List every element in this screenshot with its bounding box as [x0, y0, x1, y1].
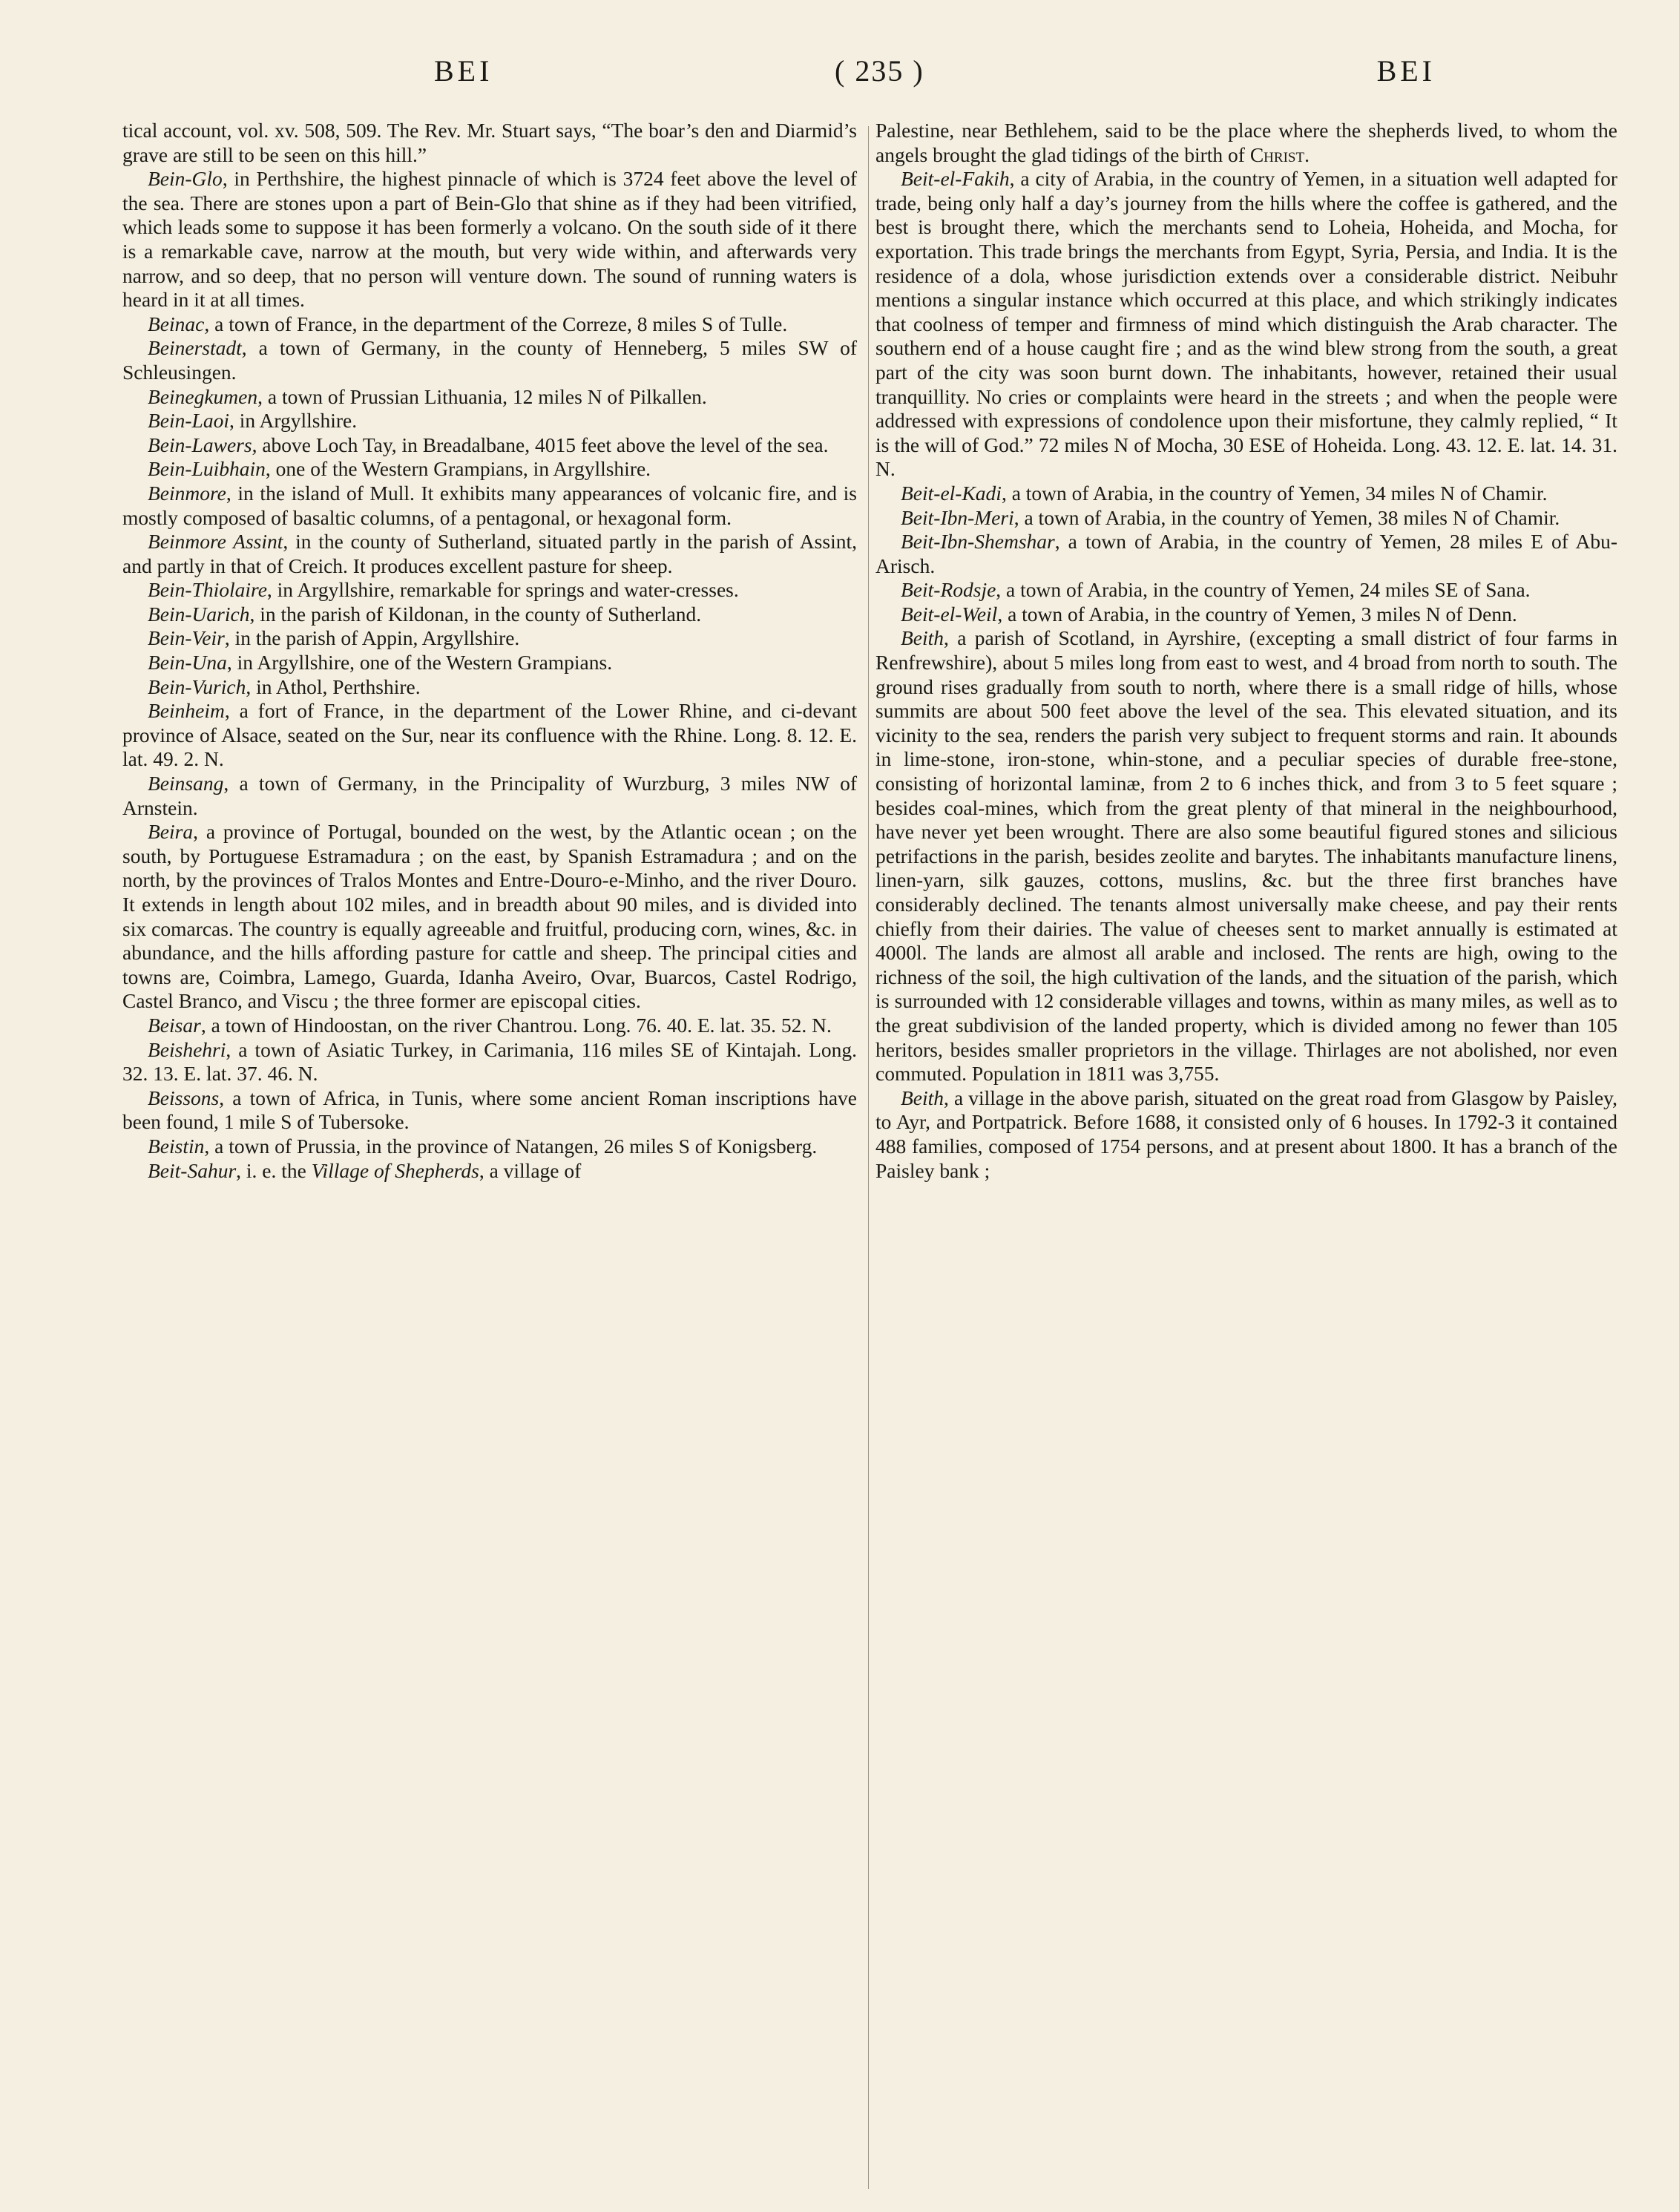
headword: Beinmore — [148, 481, 226, 505]
entry: Beinheim, a fort of France, in the department of the Lower Rhine, and ci-devant province of Alsace, seated on the Sur, near its confluence with the Rhine. Long. 8. 12. E. lat. 49. 2. N. — [122, 699, 857, 771]
entry: Beisar, a town of Hindoostan, on the river Chantrou. Long. 76. 40. E. lat. 35. 52. N. — [148, 1013, 832, 1037]
entry: Beith, a village in the above parish, situated on the great road from Glasgow by Paisley, to Ayr, and Portpatrick. Before 1688, it consisted only of 6 houses. In 1792-3 it contained 488 families, composed of 1754 persons, and at present about 1800. It has a branch of the Paisley bank ; — [875, 1086, 1617, 1182]
headword: Bein-Veir — [148, 626, 225, 650]
entry: Beinerstadt, a town of Germany, in the county of Henneberg, 5 miles SW of Schleusingen. — [122, 336, 857, 384]
headword: Bein-Laoi — [148, 409, 229, 433]
headword: Beinac — [148, 312, 205, 335]
entry: Beith, a parish of Scotland, in Ayrshire, (excepting a small district of four farms in Renfrewshire), about 5 miles long from east to west, and 4 broad from north to south. The ground rises gradually from south to north, where there is a small ridge of hills, whose summits are about 500 feet above the level of the sea. This elevated situation, and its vicinity to the sea, renders the parish very subject to frequent storms and rain. It abounds in lime-stone, iron-stone, whin-stone, and a peculiar species of durable free-stone, consisting of horizontal laminæ, from 2 to 6 inches thick, and from 3 to 5 feet square ; besides coal-mines, which from the great plenty of that mineral in the neighbourhood, have never yet been wrought. There are also some beautiful figured stones and silicious petrifactions in the parish, besides zeolite and barytes. The inhabitants manufacture linens, linen-yarn, silk gauzes, cottons, muslins, &c. but the three first branches have considerably declined. The tenants almost universally make cheese, and pay their rents chiefly from their dairies. The value of cheeses sent to market annually is estimated at 4000l. The lands are almost all arable and inclosed. The rents are high, owing to the richness of the soil, the high cultivation of the lands, and the situation of the parish, which is surrounded with 12 considerable villages and towns, within as many miles, as well as to the great subdivision of the landed property, which is divided among no fewer than 105 heritors, besides smaller proprietors in the village. Thirlages are not abolished, nor even commuted. Population in 1811 was 3,755. — [875, 626, 1617, 1086]
entry: Beit-Ibn-Meri, a town of Arabia, in the country of Yemen, 38 miles N of Chamir. — [901, 505, 1560, 529]
headword: Beinsang — [148, 772, 224, 795]
headword: Beit-el-Fakih — [901, 167, 1010, 191]
headword: Beit-el-Kadi — [901, 481, 1002, 505]
headword: Beit-Ibn-Meri — [901, 505, 1014, 529]
entry: Beit-Ibn-Shemshar, a town of Arabia, in the country of Yemen, 28 miles E of Abu-Arisch. — [875, 530, 1617, 577]
headword: Beinerstadt — [148, 336, 242, 360]
entry: Palestine, near Bethlehem, said to be the place where the shepherds lived, to whom the angels brought the glad tidings of the birth of Christ. — [875, 119, 1617, 166]
entry: Beistin, a town of Prussia, in the province of Natangen, 26 miles S of Konigsberg. — [148, 1134, 818, 1158]
headword: Beistin — [148, 1134, 205, 1158]
entry: Bein-Laoi, in Argyllshire. — [148, 409, 358, 433]
right-column — [875, 119, 1617, 1183]
entry: Beissons, a town of Africa, in Tunis, where some ancient Roman inscriptions have been found, 1 mile S of Tubersoke. — [122, 1086, 857, 1134]
entry: Beinsang, a town of Germany, in the Principality of Wurzburg, 3 miles NW of Arnstein. — [122, 772, 857, 819]
headword: Beira — [148, 820, 194, 844]
entry: Beit-Sahur, i. e. the Village of Shepherds, a village of — [148, 1158, 582, 1182]
entry: Beit-el-Kadi, a town of Arabia, in the country of Yemen, 34 miles N of Chamir. — [901, 481, 1548, 505]
entry: Beinmore, in the island of Mull. It exhibits many appearances of volcanic fire, and is mostly composed of basaltic columns, of a pentagonal, or hexagonal form. — [122, 481, 857, 529]
entry: Bein-Vurich, in Athol, Perthshire. — [148, 675, 421, 698]
entry: Bein-Thiolaire, in Argyllshire, remarkable for springs and water-cresses. — [148, 578, 739, 602]
entry: Beishehri, a town of Asiatic Turkey, in Carimania, 116 miles SE of Kintajah. Long. 32. 13. E. lat. 37. 46. N. — [122, 1037, 857, 1086]
headword: Beinegkumen — [148, 384, 258, 408]
headword: Bein-Vurich — [148, 675, 246, 698]
entry: Beira, a province of Portugal, bounded on the west, by the Atlantic ocean ; on the south, by Portuguese Estramadura ; on the east, by Spanish Estramadura ; and on the north, by the provinces of Tralos Montes and Entre-Douro-e-Minho, and the river Douro. It extends in length about 102 miles, and in breadth about 90 miles, and is divided into six comarcas. The country is equally agreeable and fruitful, producing corn, wines, &c. in abundance, and the hills affording pasture for cattle and sheep. The principal cities and towns are, Coimbra, Lamego, Guarda, Idanha Aveiro, Ovar, Buarcos, Castel Rodrigo, Castel Branco, and Viscu ; the three former are episcopal cities. — [122, 820, 857, 1013]
entry: tical account, vol. xv. 508, 509. The Rev. Mr. Stuart says, “The boar’s den and Diarmid’s grave are still to be seen on this hill.” — [122, 119, 857, 166]
headword: Bein-Thiolaire — [148, 578, 267, 602]
headword: Beit-el-Weil — [901, 602, 998, 626]
entry: Beinegkumen, a town of Prussian Lithuania, 12 miles N of Pilkallen. — [148, 384, 707, 408]
entry: Bein-Una, in Argyllshire, one of the Western Grampians. — [148, 651, 613, 675]
left-column — [122, 119, 857, 1183]
headword: Beishehri — [148, 1037, 226, 1061]
headword: Beit-Rodsje — [901, 578, 996, 602]
headword: Bein-Uarich — [148, 602, 250, 626]
page-number: ( 235 ) — [835, 54, 924, 88]
entry: Bein-Luibhain, one of the Western Grampians, in Argyllshire. — [148, 457, 651, 481]
page-header — [122, 46, 1614, 105]
entry: Beit-el-Fakih, a city of Arabia, in the country of Yemen, in a situation well adapted for trade, being only half a day’s journey from the hills where the coffee is gathered, and the best is brought there, which the merchants send to Loheia, Hoheida, and Mocha, for exportation. This trade brings the merchants from Egypt, Syria, Persia, and India. It is the residence of a dola, whose jurisdiction extends over a considerable district. Neibuhr mentions a singular instance which occurred at this place, and which strikingly indicates that coolness of temper and firmness of mind which distinguish the Arab character. The southern end of a house caught fire ; and as the wind blew strong from the south, a great part of the city was soon burnt down. The inhabitants, however, retained their usual tranquillity. No cries or complaints were heard in the streets ; and when the people were addressed with expressions of condolence upon their misfortune, they calmly replied, “ It is the will of God.” 72 miles N of Mocha, 30 ESE of Hoheida. Long. 43. 12. E. lat. 14. 31. N. — [875, 167, 1617, 481]
headword: Beinheim — [148, 699, 225, 723]
headword: Beith — [901, 626, 944, 650]
column-divider — [868, 126, 869, 2189]
headword: Beissons — [148, 1086, 220, 1109]
running-head-right: BEI — [1376, 54, 1436, 88]
running-head-left: BEI — [434, 54, 493, 88]
headword: Bein-Una — [148, 651, 227, 675]
headword: Bein-Lawers — [148, 433, 252, 456]
entry: Beinmore Assint, in the county of Sutherland, situated partly in the parish of Assint, and partly in that of Creich. It produces excellent pasture for sheep. — [122, 530, 857, 577]
headword: Bein-Luibhain — [148, 457, 266, 481]
entry: Beit-el-Weil, a town of Arabia, in the country of Yemen, 3 miles N of Denn. — [901, 602, 1517, 626]
headword: Beit-Ibn-Shemshar — [901, 530, 1055, 554]
entry: Bein-Lawers, above Loch Tay, in Breadalbane, 4015 feet above the level of the sea. — [148, 433, 829, 456]
entry: Beit-Rodsje, a town of Arabia, in the country of Yemen, 24 miles SE of Sana. — [901, 578, 1531, 602]
entry: Beinac, a town of France, in the department of the Correze, 8 miles S of Tulle. — [148, 312, 788, 335]
headword: Beit-Sahur — [148, 1158, 237, 1182]
headword: Bein-Glo — [148, 167, 223, 191]
entry: Bein-Uarich, in the parish of Kildonan, in the county of Sutherland. — [148, 602, 702, 626]
entry: Bein-Glo, in Perthshire, the highest pinnacle of which is 3724 feet above the level of the sea. There are stones upon a part of Bein-Glo that shine as if they had been vitrified, which leads some to suppose it has been formerly a volcano. On the south side of it there is a remarkable cave, narrow at the mouth, but very wide within, and afterwards very narrow, and so deep, that no person will venture down. The sound of running waters is heard in it at all times. — [122, 167, 857, 312]
entry: Bein-Veir, in the parish of Appin, Argyllshire. — [148, 626, 520, 650]
headword: Beisar — [148, 1013, 201, 1037]
headword: Beith — [901, 1086, 944, 1109]
headword: Beinmore Assint — [148, 530, 283, 554]
